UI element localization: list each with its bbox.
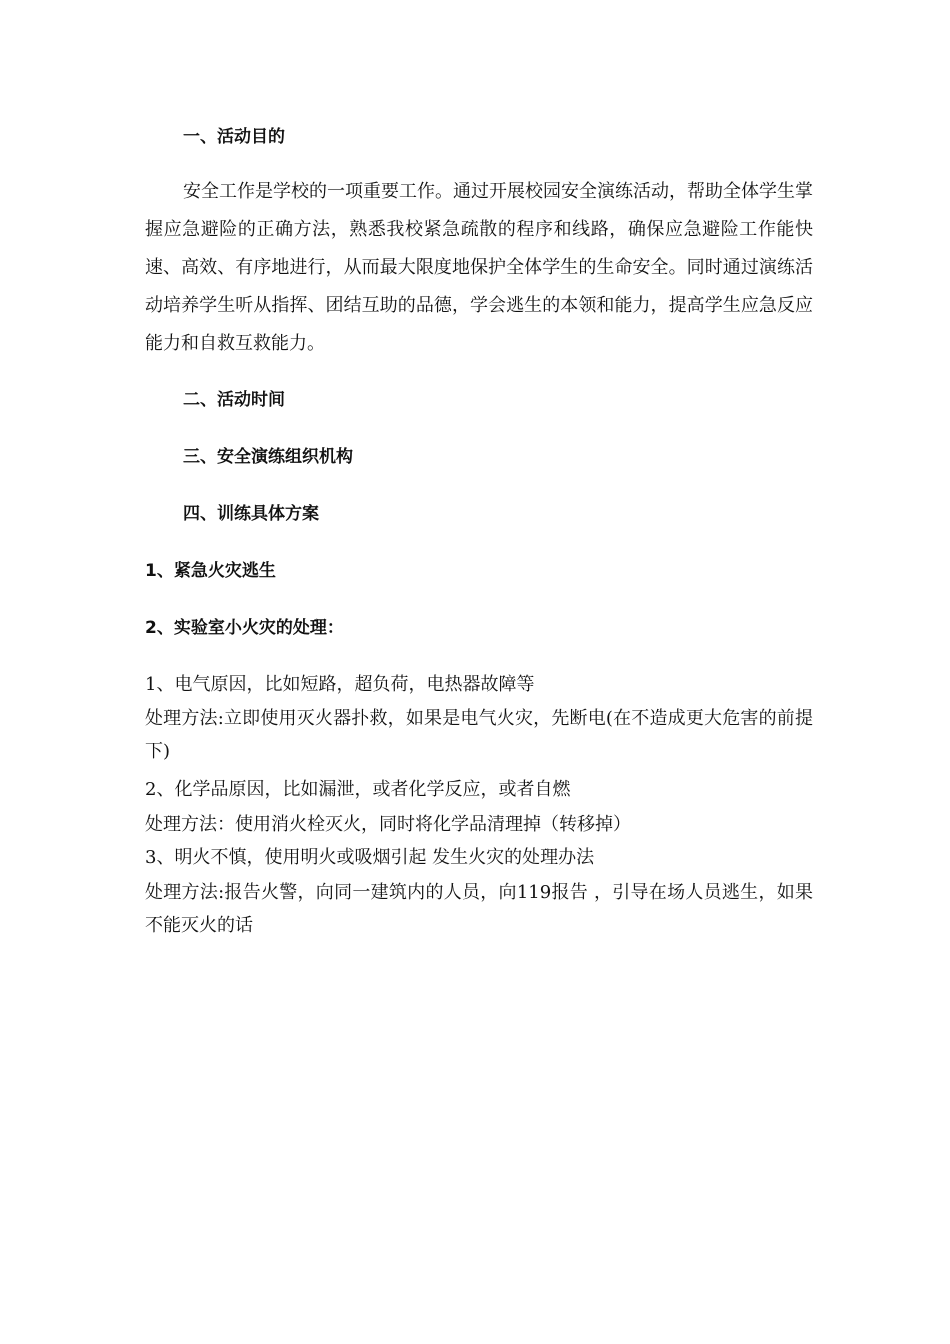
fire-method-chemical: 处理方法：使用消火栓灭火，同时将化学品清理掉（转移掉） [145, 814, 631, 835]
plan-heading: 四、训练具体方案 [183, 504, 319, 524]
fire-method-open-flame: 处理方法:报告火警，向同一建筑内的人员，向119报告 ，引导在场人员逃生，如果不能灭火的话 [145, 882, 813, 936]
plan-item-lab-fire: 2、实验室小火灾的处理： [145, 618, 344, 638]
plan-item-fire-escape: 1、紧急火灾逃生 [145, 561, 276, 581]
time-heading: 二、活动时间 [183, 390, 285, 410]
fire-cause-electrical: 1、电气原因，比如短路，超负荷，电热器故障等 [145, 674, 535, 695]
organization-heading: 三、安全演练组织机构 [183, 447, 353, 467]
purpose-heading: 一、活动目的 [183, 127, 285, 147]
fire-method-electrical: 处理方法:立即使用灭火器扑救，如果是电气火灾，先断电(在不造成更大危害的前提下) [145, 708, 813, 762]
purpose-paragraph: 安全工作是学校的一项重要工作。通过开展校园安全演练活动，帮助全体学生掌握应急避险的正确方法，熟悉我校紧急疏散的程序和线路，确保应急避险工作能快速、高效、有序地进行，从而最大限度地保护全体学生的生命安全。同时通过演练活动培养学生听从指挥、团结互助的品德，学会逃生的本领和能力，提高学生应急反应能力和自救互救能力。 [145, 181, 813, 354]
fire-cause-open-flame: 3、明火不慎，使用明火或吸烟引起 发生火灾的处理办法 [145, 847, 595, 868]
fire-cause-chemical: 2、化学品原因，比如漏泄，或者化学反应，或者自燃 [145, 779, 571, 800]
